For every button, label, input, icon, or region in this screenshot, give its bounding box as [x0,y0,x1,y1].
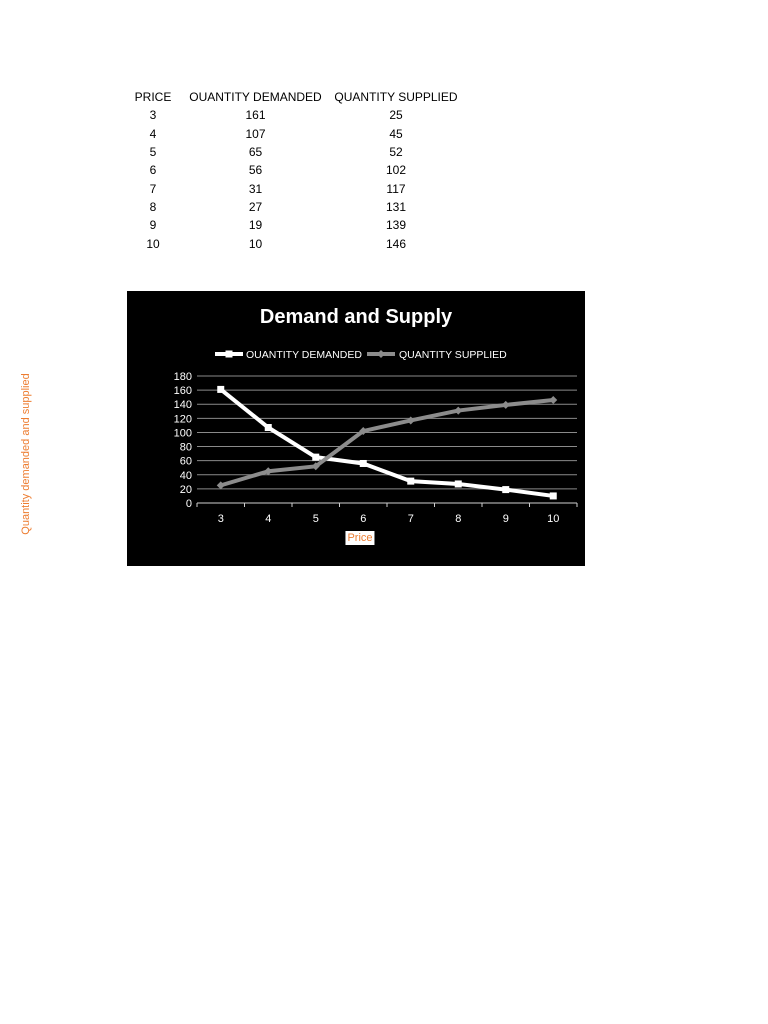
legend-marker [377,350,385,358]
cell-price: 7 [149,181,157,196]
legend-marker [226,351,233,358]
y-tick-label: 180 [173,371,192,383]
cell-supplied: 139 [385,218,407,233]
cell-supplied: 131 [385,199,407,214]
y-tick-label: 160 [173,385,192,398]
cell-price: 8 [149,199,157,214]
table-row [128,179,459,197]
cell-demanded: 31 [248,181,263,196]
table-row [128,106,459,124]
y-tick-label: 120 [173,413,192,426]
y-tick-label: 40 [179,469,192,482]
table-row [128,234,459,252]
data-point [265,424,272,431]
cell-price: 4 [149,126,157,141]
data-point [550,492,557,499]
header-quantity-demanded: OUANTITY DEMANDED [189,90,322,105]
cell-demanded: 27 [248,199,263,214]
cell-price: 9 [149,218,157,233]
cell-price: 6 [149,163,157,178]
x-tick-label: 3 [217,513,224,525]
header-quantity-supplied: QUANTITY SUPPLIED [334,90,458,105]
x-tick-label: 6 [360,513,367,525]
cell-demanded: 65 [248,145,263,160]
y-tick-label: 0 [185,498,192,510]
x-tick-label: 4 [265,513,272,525]
y-axis-label: Quantity demanded and supplied [19,373,32,535]
data-point [217,386,224,393]
data-point [455,480,462,487]
cell-demanded: 107 [245,126,266,141]
x-tick-label: 10 [547,513,560,525]
cell-supplied: 146 [385,236,407,251]
data-point [407,416,415,424]
chart-area [127,291,585,566]
cell-supplied: 102 [385,163,407,178]
data-point [407,478,414,485]
table-row [128,198,459,216]
cell-price: 5 [149,145,157,160]
y-tick-label: 140 [173,399,192,412]
x-tick-label: 8 [455,513,462,525]
y-tick-label: 20 [179,483,192,496]
table-row [128,143,459,161]
data-point [549,396,557,404]
table-header-row [128,88,459,106]
table-row [128,161,459,179]
data-point [454,407,462,415]
y-tick-label: 80 [179,441,192,454]
cell-demanded: 161 [245,108,266,123]
cell-supplied: 117 [386,181,406,196]
data-point [312,454,319,461]
table-row [128,216,459,234]
cell-demanded: 56 [248,163,263,178]
cell-demanded: 19 [248,218,263,233]
data-point [360,460,367,467]
y-tick-label: 60 [179,455,192,468]
chart-canvas [127,291,585,566]
chart-title: Demand and Supply [259,306,453,328]
header-price: PRICE [134,90,172,105]
cell-demanded: 10 [248,236,263,251]
cell-price: 3 [149,108,157,123]
y-tick-label: 100 [173,427,192,440]
x-tick-label: 7 [407,513,414,525]
cell-supplied: 45 [389,126,403,141]
legend-label: OUANTITY DEMANDED [246,349,362,361]
data-table [128,88,459,253]
data-point [502,486,509,493]
cell-supplied: 52 [389,145,403,160]
cell-price: 10 [146,236,160,251]
legend-label: QUANTITY SUPPLIED [399,349,507,361]
x-tick-label: 5 [312,513,319,525]
table-row [128,125,459,143]
x-axis-label: Price [347,532,373,544]
cell-supplied: 25 [389,108,403,123]
y-axis-label-box [17,367,34,541]
x-tick-label: 9 [502,513,509,525]
data-point [502,401,510,409]
